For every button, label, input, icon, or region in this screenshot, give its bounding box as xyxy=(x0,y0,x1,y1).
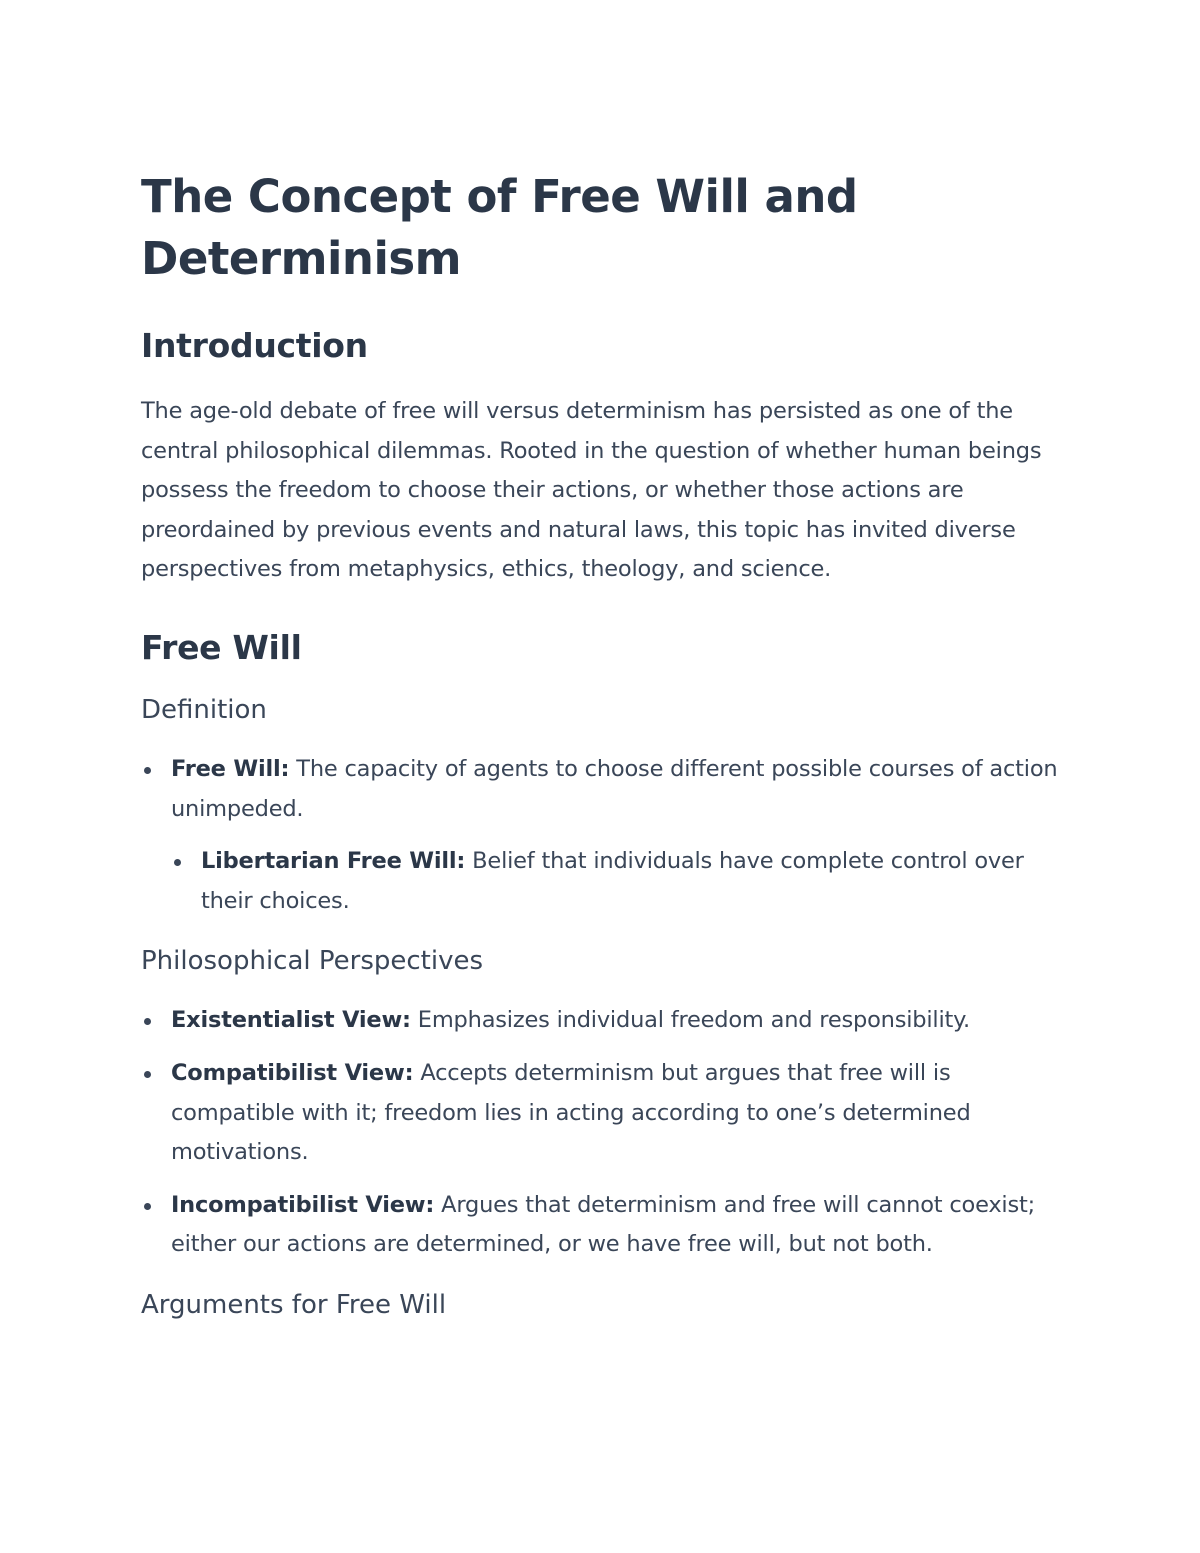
list-item-compatibilist-view xyxy=(141,1054,1071,1173)
term-free-will: Free Will: xyxy=(171,755,290,782)
list-item-libertarian-free-will xyxy=(171,842,1071,921)
term-existentialist-view: Existentialist View: xyxy=(171,1007,411,1034)
term-libertarian-free-will: Libertarian Free Will: xyxy=(201,848,466,875)
subheading-definition: Definition xyxy=(141,694,267,725)
subheading-philosophical-perspectives: Philosophical Perspectives xyxy=(141,946,484,977)
list-item-existentialist-view xyxy=(141,1001,1071,1041)
term-incompatibilist-view: Incompatibilist View: xyxy=(171,1191,435,1218)
list-item-incompatibilist-view xyxy=(141,1186,1071,1265)
section-heading-free-will: Free Will xyxy=(141,627,302,667)
description-incompatibilist-view: Argues that determinism and free will cannot coexist; either our actions are determined, or we have free will, but not both. xyxy=(171,1191,1036,1258)
definition-sublist xyxy=(171,842,1071,921)
description-existentialist-view: Emphasizes individual freedom and responsibility. xyxy=(410,1007,971,1034)
section-heading-introduction: Introduction xyxy=(141,326,368,365)
list-item-free-will xyxy=(141,750,1071,921)
definition-libertarian-free-will: Belief that individuals have complete control over their choices. xyxy=(201,848,1024,914)
definition-free-will: The capacity of agents to choose different possible courses of action unimpeded. xyxy=(171,755,1058,822)
subheading-arguments-for-free-will: Arguments for Free Will xyxy=(141,1289,447,1320)
introduction-paragraph: The age-old debate of free will versus determinism has persisted as one of the central philosophical dilemmas. Rooted in the question of whether human beings possess the freedom to choose their actions, or whether those actions are preordained by previous events and natural laws, this topic has invited diverse perspectives from metaphysics, ethics, theology, and science. xyxy=(141,398,1042,583)
document-page xyxy=(141,166,1071,1323)
term-compatibilist-view: Compatibilist View: xyxy=(171,1059,414,1086)
description-compatibilist-view: Accepts determinism but argues that free will is compatible with it; freedom lies in acting according to one’s determined motivations. xyxy=(171,1059,971,1166)
perspectives-list xyxy=(141,1001,1071,1265)
definition-list xyxy=(141,750,1071,921)
document-title: The Concept of Free Will and Determinism xyxy=(141,170,858,285)
